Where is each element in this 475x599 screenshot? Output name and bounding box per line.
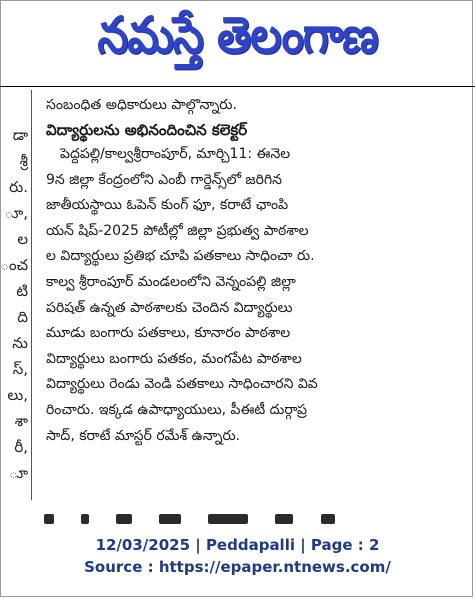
body-line: మూడు బంగారు పతకాలు, కూనారం పాఠశాల (46, 325, 291, 342)
cropped-glyph (208, 514, 248, 524)
body-line: కాల్వ శ్రీరాంపూర్ మండలంలోని వెన్నంపల్లి జిల్లా (46, 273, 296, 290)
body-line: ల విద్యార్థులు ప్రతిభ చూపి పతకాలు సాధించా రు. (46, 248, 315, 265)
left-fragment: శా (14, 412, 28, 430)
source-line: Source : https://epaper.ntnews.com/ (84, 558, 391, 576)
body-line: జాతీయస్థాయి ఓపెన్ కుంగ్ ఫూ, కరాటే ఛాంపి (46, 197, 289, 214)
body-line: పెద్దపల్లి/కాల్వశ్రీరాంపూర్, మార్చి11: ఈనెల (60, 146, 291, 162)
masthead (0, 0, 475, 84)
left-fragment: టి (16, 282, 28, 300)
left-fragment: డా (12, 126, 28, 144)
cropped-glyph (116, 514, 132, 524)
left-fragment: శ్రీ (19, 152, 28, 170)
cropped-glyph (321, 514, 335, 524)
left-fragment: ను (12, 334, 28, 352)
left-fragment: ంచ (0, 256, 28, 274)
left-fragment: ూ, (4, 204, 28, 222)
lead-line: సంబంధిత అధికారులు పాల్గొన్నారు. (46, 97, 237, 113)
left-fragment: రు. (9, 178, 28, 196)
left-fragment: ూ (9, 464, 28, 482)
body-line: పరిషత్ ఉన్నత పాఠశాలకు చెందిన విద్యార్థులు (46, 299, 293, 316)
body-line: 9న జిల్లా కేంద్రంలోని ఎంబీ గార్డెన్స్‌లో జరిగిన (46, 171, 282, 188)
cropped-glyph (159, 514, 181, 524)
body-line: రించారు. ఇక్కడ ఉపాధ్యాయులు, పీఈటీ దుర్గాప్ర (46, 401, 308, 418)
left-fragment: లు, (7, 386, 28, 404)
cropped-glyph (81, 514, 89, 524)
masthead-divider (0, 86, 475, 87)
left-fragment: ది (17, 308, 28, 326)
cropped-next-headline (44, 508, 444, 526)
cropped-glyph (44, 514, 54, 524)
left-fragment: రీ, (14, 438, 28, 456)
body-line: సాద్, కరాటే మాస్టర్ రమేశ్ ఉన్నారు. (46, 427, 241, 444)
newspaper-logo: నమస్తే తెలంగాణ (97, 6, 378, 65)
body-line: విద్యార్థులు రెండు వెండి పతకాలు సాధించారని వివ (46, 376, 318, 393)
date-page-line: 12/03/2025 | Peddapalli | Page : 2 (95, 536, 380, 554)
cropped-glyph (275, 514, 293, 524)
article-headline: విద్యార్థులను అభినందించిన కలెక్టర్ (46, 121, 248, 139)
body-line: యన్ షిప్-2025 పోటీల్లో జిల్లా ప్రభుత్వ పాఠశాల (46, 222, 309, 239)
source-footer (0, 534, 475, 578)
left-fragment: ల (17, 230, 28, 248)
left-fragment: స్, (12, 360, 28, 378)
column-rule (31, 90, 32, 500)
left-column-fragments (0, 122, 28, 486)
body-line: విద్యార్థులు బంగారు పతకం, మంగపేట పాఠశాల (46, 350, 302, 367)
news-article (46, 92, 460, 449)
